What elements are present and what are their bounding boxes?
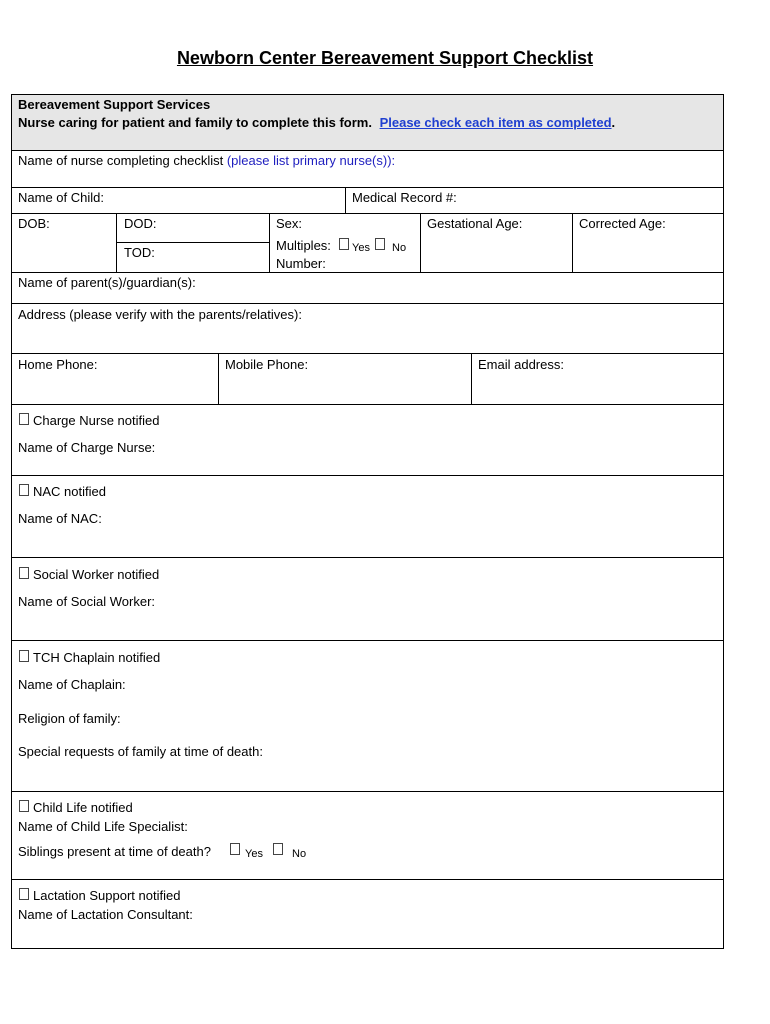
divider — [11, 879, 724, 880]
divider — [11, 187, 724, 188]
divider — [11, 213, 724, 214]
lactation-checkbox[interactable] — [19, 888, 29, 900]
multiples-no-label: No — [392, 242, 407, 254]
siblings-yes-checkbox[interactable] — [230, 843, 240, 855]
divider — [11, 303, 724, 304]
siblings-label: Siblings present at time of death? — [18, 844, 211, 859]
divider — [471, 353, 472, 404]
medical-record-field[interactable]: Medical Record #: — [352, 190, 457, 205]
charge-nurse-label: Charge Nurse notified — [33, 413, 160, 428]
chaplain-checkbox[interactable] — [19, 650, 29, 662]
mobile-phone-field[interactable]: Mobile Phone: — [225, 357, 309, 372]
page-title: Newborn Center Bereavement Support Checklist — [176, 48, 594, 68]
number-field[interactable]: Number: — [276, 256, 326, 271]
dod-field[interactable]: DOD: — [124, 216, 157, 231]
child-life-label: Child Life notified — [33, 800, 133, 815]
special-requests-field[interactable]: Special requests of family at time of death: — [18, 744, 263, 759]
header-line1: Bereavement Support Services — [18, 97, 211, 112]
divider — [420, 213, 421, 272]
nurse-field[interactable] — [18, 153, 395, 169]
social-worker-checkbox[interactable] — [19, 567, 29, 579]
charge-nurse-name-field[interactable]: Name of Charge Nurse: — [18, 440, 156, 455]
siblings-no-checkbox[interactable] — [273, 843, 283, 855]
multiples-yes-checkbox[interactable] — [339, 238, 349, 250]
charge-nurse-checkbox[interactable] — [19, 413, 29, 425]
divider — [11, 475, 724, 476]
child-name-field[interactable]: Name of Child: — [18, 190, 104, 205]
religion-field[interactable]: Religion of family: — [18, 711, 121, 726]
lactation-name-field[interactable]: Name of Lactation Consultant: — [18, 907, 193, 922]
gestational-age-field[interactable]: Gestational Age: — [427, 216, 523, 231]
multiples-label: Multiples: — [276, 238, 331, 253]
header-period: . — [611, 115, 616, 130]
divider — [345, 187, 346, 213]
nac-checkbox[interactable] — [19, 484, 29, 496]
social-worker-name-field[interactable]: Name of Social Worker: — [18, 594, 156, 609]
header-instruction: Nurse caring for patient and family to complete this form. — [18, 115, 372, 130]
chaplain-name-field[interactable]: Name of Chaplain: — [18, 677, 126, 692]
sex-field[interactable]: Sex: — [276, 216, 303, 231]
divider — [11, 404, 724, 405]
siblings-yes-label: Yes — [245, 848, 263, 860]
divider — [218, 353, 219, 404]
parents-field[interactable]: Name of parent(s)/guardian(s): — [18, 275, 196, 290]
social-worker-label: Social Worker notified — [33, 567, 160, 582]
divider — [11, 640, 724, 641]
divider — [116, 242, 269, 243]
check-items-link[interactable]: Please check each item as completed — [379, 115, 612, 130]
header-line2 — [18, 115, 615, 131]
lactation-label: Lactation Support notified — [33, 888, 181, 903]
chaplain-label: TCH Chaplain notified — [33, 650, 161, 665]
divider — [11, 791, 724, 792]
child-life-name-field[interactable]: Name of Child Life Specialist: — [18, 819, 188, 834]
divider — [11, 272, 724, 273]
corrected-age-field[interactable]: Corrected Age: — [579, 216, 666, 231]
child-life-checkbox[interactable] — [19, 800, 29, 812]
address-field[interactable]: Address (please verify with the parents/relatives): — [18, 307, 302, 322]
nac-name-field[interactable]: Name of NAC: — [18, 511, 102, 526]
email-field[interactable]: Email address: — [478, 357, 564, 372]
divider — [11, 557, 724, 558]
divider — [11, 150, 724, 151]
divider — [269, 213, 270, 272]
nurse-label: Name of nurse completing checklist — [18, 153, 224, 168]
nurse-hint: (please list primary nurse(s)): — [226, 153, 396, 168]
home-phone-field[interactable]: Home Phone: — [18, 357, 98, 372]
divider — [572, 213, 573, 272]
nac-label: NAC notified — [33, 484, 106, 499]
siblings-no-label: No — [292, 848, 307, 860]
multiples-no-checkbox[interactable] — [375, 238, 385, 250]
dob-field[interactable]: DOB: — [18, 216, 50, 231]
divider — [11, 353, 724, 354]
multiples-yes-label: Yes — [352, 242, 370, 254]
tod-field[interactable]: TOD: — [124, 245, 155, 260]
